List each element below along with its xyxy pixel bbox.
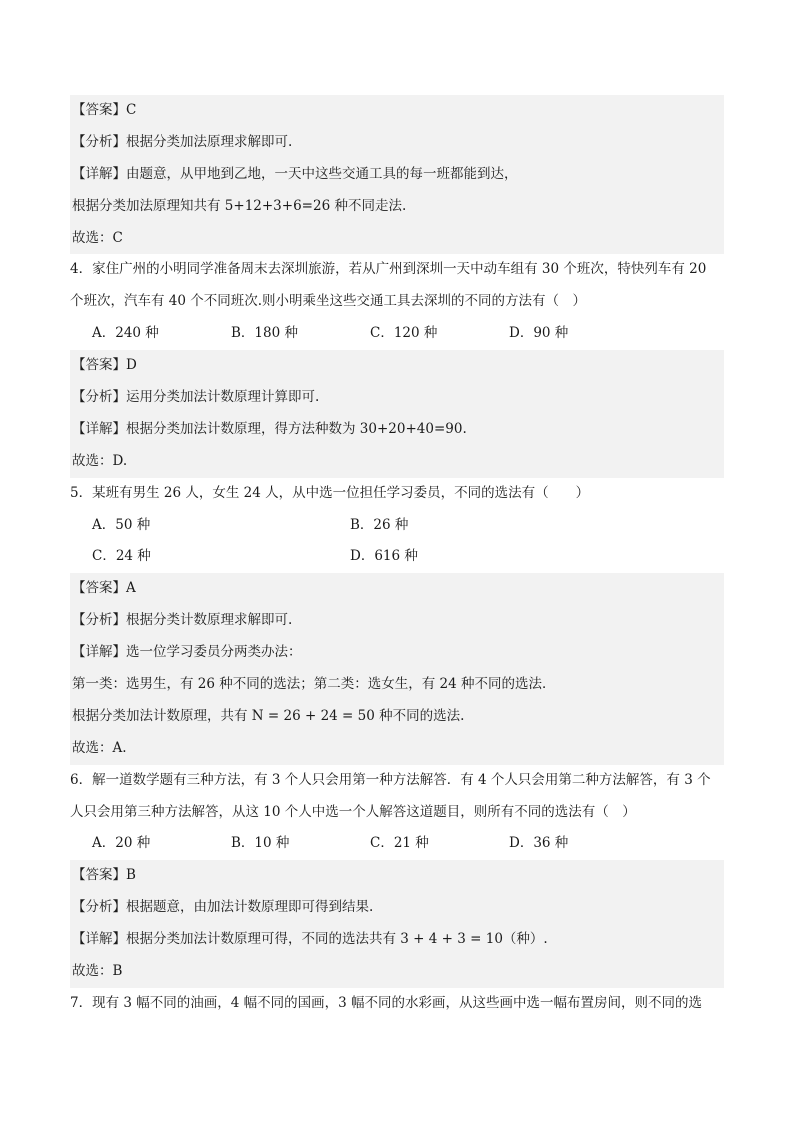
q5-detail-line-1: 【详解】选一位学习委员分两类办法： (70, 637, 724, 669)
q3-detail-line-1: 【详解】由题意，从甲地到乙地，一天中这些交通工具的每一班都能到达， (70, 159, 724, 191)
q5-option-c: C．24 种 (92, 548, 151, 565)
q5-stem: 5．某班有男生 26 人，女生 24 人，从中选一位担任学习委员，不同的选法有（ ） (70, 484, 590, 501)
q6-answer: 【答案】B (70, 860, 724, 892)
q5-detail-line-3: 根据分类加法计数原理，共有 N = 26 + 24 = 50 种不同的选法. (70, 701, 724, 733)
q5-analysis: 【分析】根据分类计数原理求解即可. (70, 605, 724, 637)
q6-option-b: B．10 种 (231, 835, 290, 852)
q5-detail-line-2: 第一类：选男生，有 26 种不同的选法；第二类：选女生，有 24 种不同的选法． (70, 669, 724, 701)
q6-conclusion: 故选：B (70, 956, 724, 988)
q6-option-a: A．20 种 (92, 835, 151, 852)
q7-stem-line-1: 7．现有 3 幅不同的油画，4 幅不同的国画，3 幅不同的水彩画，从这些画中选一幅布置房间，则不同的选 (70, 994, 703, 1011)
q5-option-b: B．26 种 (350, 516, 409, 533)
q6-options (70, 828, 724, 860)
q4-option-b: B．180 种 (231, 325, 298, 342)
q5-conclusion: 故选：A. (70, 733, 724, 765)
q3-analysis: 【分析】根据分类加法原理求解即可. (70, 127, 724, 159)
q3-answer: 【答案】C (70, 95, 724, 127)
q3-detail-line-2: 根据分类加法原理知共有 5+12+3+6=26 种不同走法. (70, 191, 724, 223)
q6-option-c: C．21 种 (370, 835, 429, 852)
q4-conclusion: 故选：D. (70, 446, 724, 478)
q4-option-c: C．120 种 (370, 325, 438, 342)
q6-option-d: D．36 种 (509, 835, 569, 852)
q6-detail: 【详解】根据分类加法计数原理可得，不同的选法共有 3 + 4 + 3 = 10（种）. (70, 924, 724, 956)
q4-detail: 【详解】根据分类加法计数原理，得方法种数为 30+20+40=90. (70, 414, 724, 446)
q5-options-row-2 (70, 541, 724, 573)
q6-analysis: 【分析】根据题意，由加法计数原理即可得到结果. (70, 892, 724, 924)
document-page (70, 95, 724, 1020)
q5-option-a: A．50 种 (92, 516, 151, 533)
q6-stem-line-1: 6．解一道数学题有三种方法，有 3 个人只会用第一种方法解答．有 4 个人只会用第二种方法解答，有 3 个 (70, 771, 711, 788)
q3-conclusion: 故选：C (70, 223, 724, 255)
q4-option-a: A．240 种 (92, 325, 159, 342)
q5-option-d: D．616 种 (350, 548, 418, 565)
q6-stem-line-2: 人只会用第三种方法解答，从这 10 个人中选一个人解答这道题目，则所有不同的选法有（ ） (70, 803, 636, 820)
q4-stem-line-2: 个班次，汽车有 40 个不同班次.则小明乘坐这些交通工具去深圳的不同的方法有（ ） (70, 293, 587, 310)
q5-options-row-1 (70, 510, 724, 542)
q4-options (70, 318, 724, 350)
q4-stem-line-1: 4．家住广州的小明同学准备周末去深圳旅游，若从广州到深圳一天中动车组有 30 个班次，特快列车有 20 (70, 261, 707, 278)
q5-answer: 【答案】A (70, 573, 724, 605)
q4-option-d: D．90 种 (509, 325, 569, 342)
q4-analysis: 【分析】运用分类加法计数原理计算即可. (70, 382, 724, 414)
q4-answer: 【答案】D (70, 350, 724, 382)
